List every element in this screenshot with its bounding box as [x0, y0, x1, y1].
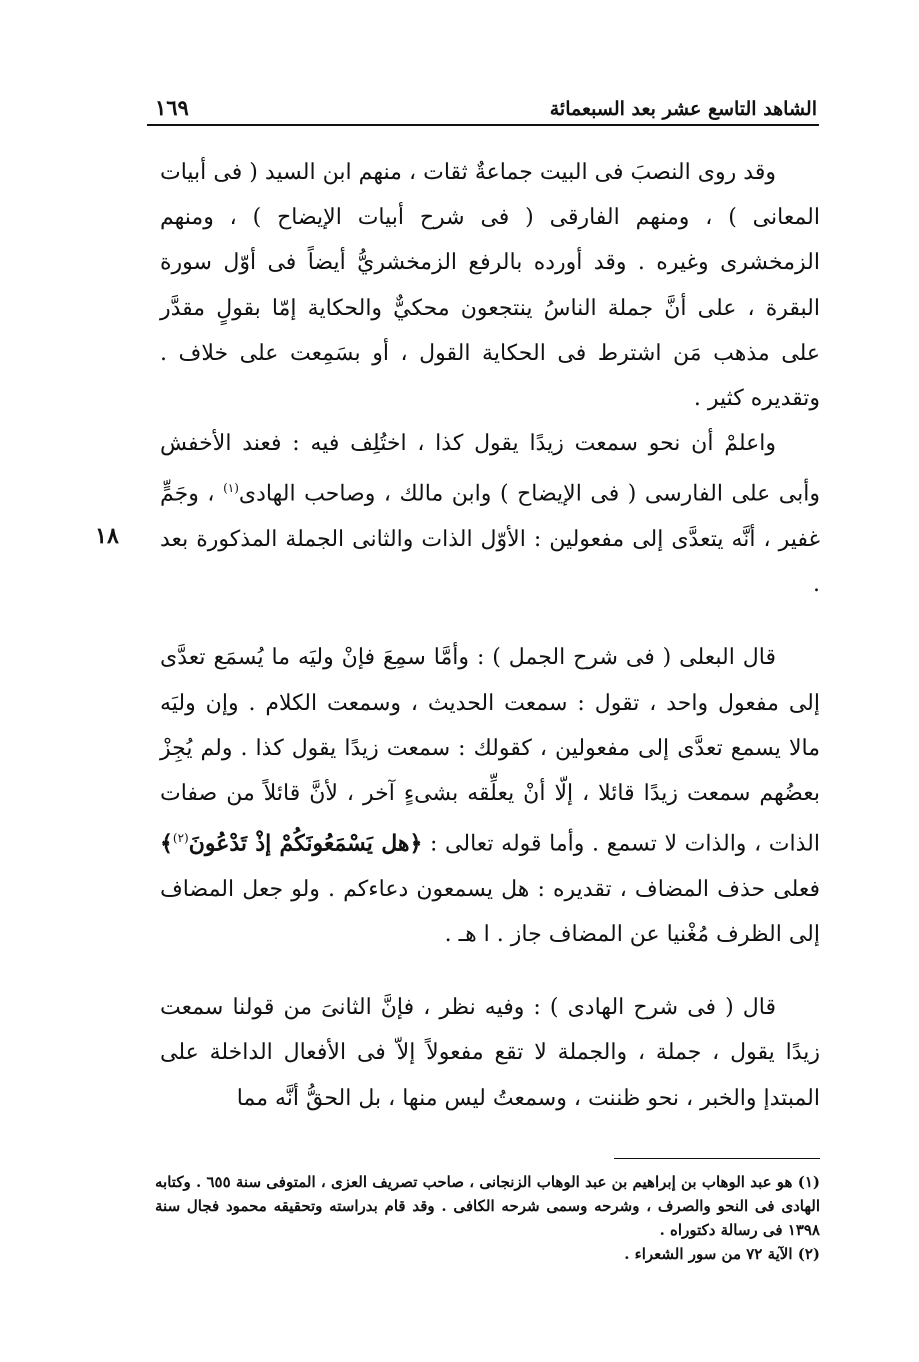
quran-verse: هل يَسْمَعُونَكُمْ إذْ تَدْعُونَ: [188, 830, 410, 857]
footnote-ref: (٢): [172, 831, 189, 846]
paragraph-text: واعلمْ أن نحو سمعت زيدًا يقول كذا ، اختُلِف فيه : فعند الأخفش وأبى على الفارسى ( فى الإيضاح ) وابن مالك ، وصاحب الهادى: [160, 431, 820, 507]
paragraph-text: ، وجَمٍّ غفير ، أنَّه يتعدَّى إلى مفعولين : الأوّل الذات والثانى الجملة المذكورة بعد .: [160, 481, 820, 598]
margin-number: ١٨: [95, 523, 119, 549]
footnotes: [155, 1170, 820, 1266]
quran-bracket-close: ﴾: [160, 830, 173, 857]
paragraph-text: فعلى حذف المضاف ، تقديره : هل يسمعون دعاءكم . ولو جعل المضاف إلى الظرف مُغْنيا عن المضاف جاز . ا هـ .: [160, 876, 820, 947]
paragraph: وقد روى النصبَ فى البيت جماعةٌ ثقات ، منهم ابن السيد ( فى أبيات المعانى ) ، ومنهم الفارقى ( فى شرح أبيات الإيضاح ) ، ومنهم الزمخشرى وغيره . وقد أورده بالرفع الزمخشريُّ أيضاً فى أوّل سورة البقرة ، على أنَّ جملة الناسُ ينتجعون محكيٌّ والحكاية إمّا بقولٍ مقدَّر على مذهب مَن اشترط فى الحكاية القول ، أو بسَمِعت على خلاف . وتقديره كثير .: [160, 160, 820, 412]
paragraph: [160, 635, 820, 957]
page-number: ١٦٩: [155, 95, 189, 120]
footnote-ref: (١): [223, 481, 239, 496]
footnote: (٢) الآية ٧٢ من سور الشعراء .: [624, 1245, 820, 1263]
page-header: [147, 88, 819, 126]
quran-bracket-open: ﴿: [409, 830, 423, 857]
paragraph: قال ( فى شرح الهادى ) : وفيه نظر ، فإنَّ الثانىَ من قولنا سمعت زيدًا يقول ، جملة ، والجملة لا تقع مفعولاً إلاّ فى الأفعال الداخلة على المبتدإ والخبر ، نحو ظننت ، وسمعتُ ليس منها ، بل الحقُّ أنَّه مما: [160, 995, 820, 1111]
running-head: الشاهد التاسع عشر بعد السبعمائة: [549, 98, 817, 120]
body-text: [160, 150, 820, 1121]
footnote: (١) هو عبد الوهاب بن إبراهيم بن عبد الوهاب الزنجانى ، صاحب تصريف العزى ، المتوفى سنة ٦٥٥ . وكتابه الهادى فى النحو والصرف ، وشرحه وسمى شرحه الكافى . وقد قام بدراسته وتحقيقه محمود فجال سنة ١٣٩٨ فى رسالة دكتوراه .: [155, 1173, 820, 1239]
paragraph: [160, 421, 820, 607]
footnote-divider: [614, 1158, 820, 1159]
paragraph-text: قال البعلى ( فى شرح الجمل ) : وأمَّا سمِعَ فإنْ وليَه ما يُسمَع تعدَّى إلى مفعول واحد ، تقول : سمعت الحديث ، وسمعت الكلام . وإن وليَه مالا يسمع تعدَّى إلى مفعولين ، كقولك : سمعت زيدًا يقول كذا . ولم يُجِزْ بعضُهم سمعت زيدًا قائلا ، إلّا أنْ يعلِّقه بشىءٍ آخر ، لأنَّ قائلاً من صفات الذات ، والذات لا تسمع . وأما قوله تعالى :: [160, 645, 820, 857]
